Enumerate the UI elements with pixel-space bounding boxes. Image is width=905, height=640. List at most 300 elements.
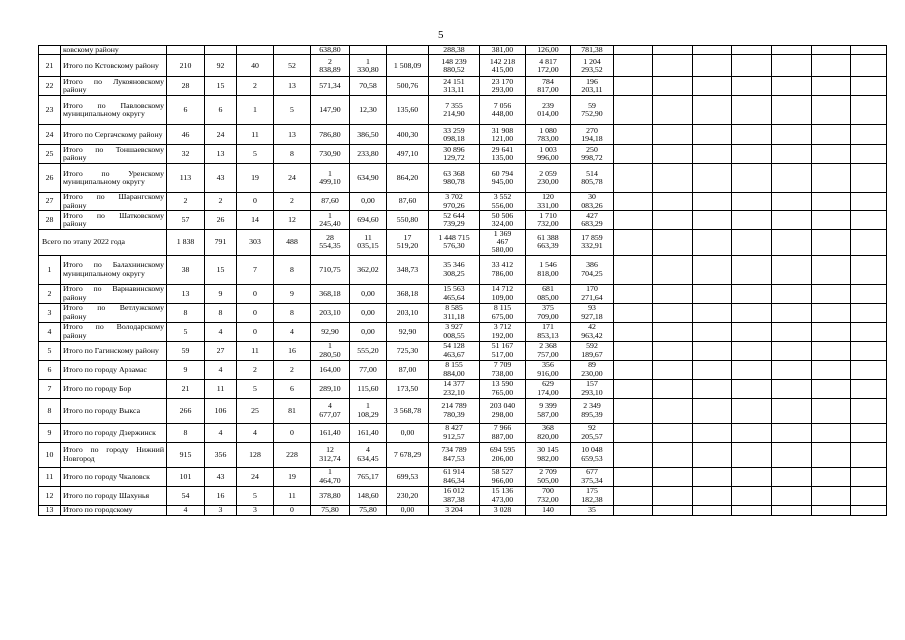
row-number: 22 [39, 77, 61, 96]
empty-cell [653, 96, 693, 125]
empty-cell [851, 229, 887, 255]
cell-value: 77,00 [350, 360, 387, 379]
empty-cell [851, 193, 887, 211]
empty-cell [732, 398, 772, 423]
empty-cell [693, 360, 732, 379]
cell-value: 15 [205, 255, 237, 284]
cell-value: 43 [205, 467, 237, 486]
empty-cell [851, 255, 887, 284]
cell-value: 0,00 [350, 303, 387, 322]
cell-value: 1 508,09 [387, 55, 429, 77]
empty-cell [732, 255, 772, 284]
cell-value: 87,60 [311, 193, 350, 211]
row-title: Итого по Ветлужскому району [61, 303, 167, 322]
empty-cell [653, 210, 693, 229]
cell-value: 24 [205, 125, 237, 145]
empty-cell [812, 125, 851, 145]
cell-value: 203,10 [387, 303, 429, 322]
cell-value: 17 519,20 [387, 229, 429, 255]
row-title: Всего по этапу 2022 года [39, 229, 167, 255]
cell-value: 555,20 [350, 341, 387, 360]
empty-cell [772, 303, 812, 322]
cell-value: 11 [237, 341, 274, 360]
row-title: Итого по Гагинскому району [61, 341, 167, 360]
empty-cell [851, 423, 887, 442]
empty-cell [772, 398, 812, 423]
cell-value: 0 [274, 423, 311, 442]
cell-value [387, 46, 429, 55]
empty-cell [693, 145, 732, 164]
cell-value: 289,10 [311, 379, 350, 398]
cell-value: 2 [205, 193, 237, 211]
empty-cell [693, 423, 732, 442]
cell-value: 303 [237, 229, 274, 255]
empty-cell [772, 210, 812, 229]
cell-value: 81 [274, 398, 311, 423]
empty-cell [812, 486, 851, 505]
empty-cell [772, 125, 812, 145]
cell-value: 210 [167, 55, 205, 77]
cell-value: 1 369 467 580,00 [480, 229, 526, 255]
empty-cell [772, 229, 812, 255]
row-title: ковскому району [61, 46, 167, 55]
cell-value: 4 [205, 360, 237, 379]
cell-value: 63 368 980,78 [429, 164, 480, 193]
empty-cell [693, 379, 732, 398]
table-row [39, 398, 887, 423]
empty-cell [653, 379, 693, 398]
empty-cell [732, 125, 772, 145]
cell-value: 8 [274, 145, 311, 164]
cell-value: 500,76 [387, 77, 429, 96]
cell-value: 13 [167, 284, 205, 303]
cell-value: 57 [167, 210, 205, 229]
cell-value: 3 712 192,00 [480, 322, 526, 341]
empty-cell [851, 442, 887, 467]
cell-value: 92 [205, 55, 237, 77]
cell-value: 239 014,00 [526, 96, 571, 125]
cell-value [350, 46, 387, 55]
cell-value: 1 245,40 [311, 210, 350, 229]
cell-value: 9 [167, 360, 205, 379]
row-title: Итого по городскому [61, 505, 167, 515]
empty-cell [614, 423, 653, 442]
row-number: 27 [39, 193, 61, 211]
cell-value: 1 080 783,00 [526, 125, 571, 145]
table-row [39, 193, 887, 211]
empty-cell [772, 467, 812, 486]
cell-value: 233,80 [350, 145, 387, 164]
empty-cell [772, 322, 812, 341]
cell-value: 8 [167, 303, 205, 322]
cell-value: 26 [205, 210, 237, 229]
row-title: Итого по Шарангскому району [61, 193, 167, 211]
empty-cell [693, 77, 732, 96]
cell-value: 864,20 [387, 164, 429, 193]
cell-value: 1 330,80 [350, 55, 387, 77]
cell-value: 135,60 [387, 96, 429, 125]
cell-value: 368,18 [311, 284, 350, 303]
empty-cell [772, 505, 812, 515]
empty-cell [732, 145, 772, 164]
cell-value: 0 [237, 193, 274, 211]
cell-value: 87,60 [387, 193, 429, 211]
cell-value: 51 167 517,00 [480, 341, 526, 360]
cell-value: 46 [167, 125, 205, 145]
cell-value: 5 [237, 486, 274, 505]
cell-value: 378,80 [311, 486, 350, 505]
cell-value: 16 [274, 341, 311, 360]
row-number: 10 [39, 442, 61, 467]
empty-cell [851, 505, 887, 515]
cell-value: 2 [274, 193, 311, 211]
empty-cell [693, 467, 732, 486]
cell-value: 4 [205, 423, 237, 442]
cell-value: 54 128 463,67 [429, 341, 480, 360]
cell-value: 362,02 [350, 255, 387, 284]
cell-value: 75,80 [350, 505, 387, 515]
cell-value: 0,00 [387, 423, 429, 442]
empty-cell [614, 341, 653, 360]
row-number: 1 [39, 255, 61, 284]
empty-cell [812, 322, 851, 341]
row-title: Итого по Павловскому муниципальному округу [61, 96, 167, 125]
cell-value: 7 [237, 255, 274, 284]
cell-value: 43 [205, 164, 237, 193]
cell-value: 2 368 757,00 [526, 341, 571, 360]
empty-cell [653, 77, 693, 96]
cell-value: 638,80 [311, 46, 350, 55]
cell-value: 694,60 [350, 210, 387, 229]
table-row [39, 505, 887, 515]
cell-value: 386 704,25 [571, 255, 614, 284]
cell-value: 12 312,74 [311, 442, 350, 467]
cell-value: 7 355 214,90 [429, 96, 480, 125]
table-row [39, 341, 887, 360]
empty-cell [693, 125, 732, 145]
cell-value: 13 590 765,00 [480, 379, 526, 398]
cell-value: 9 399 587,00 [526, 398, 571, 423]
cell-value: 14 712 109,00 [480, 284, 526, 303]
cell-value: 14 377 232,10 [429, 379, 480, 398]
cell-value: 488 [274, 229, 311, 255]
cell-value: 0,00 [387, 505, 429, 515]
empty-cell [732, 77, 772, 96]
cell-value: 3 [237, 505, 274, 515]
cell-value: 4 [167, 505, 205, 515]
cell-value: 24 151 313,11 [429, 77, 480, 96]
cell-value: 11 [237, 125, 274, 145]
cell-value: 89 230,00 [571, 360, 614, 379]
cell-value: 50 506 324,00 [480, 210, 526, 229]
row-number: 28 [39, 210, 61, 229]
cell-value: 128 [237, 442, 274, 467]
empty-cell [732, 379, 772, 398]
cell-value: 15 563 465,64 [429, 284, 480, 303]
empty-cell [851, 360, 887, 379]
empty-cell [653, 341, 693, 360]
cell-value: 3 [205, 505, 237, 515]
cell-value: 2 [237, 360, 274, 379]
empty-cell [653, 505, 693, 515]
empty-cell [851, 303, 887, 322]
cell-value: 791 [205, 229, 237, 255]
cell-value: 60 794 945,00 [480, 164, 526, 193]
cell-value: 6 [205, 96, 237, 125]
table-row [39, 303, 887, 322]
empty-cell [772, 55, 812, 77]
row-number [39, 46, 61, 55]
cell-value: 32 [167, 145, 205, 164]
empty-cell [732, 505, 772, 515]
empty-cell [614, 77, 653, 96]
cell-value: 148 239 880,52 [429, 55, 480, 77]
empty-cell [653, 303, 693, 322]
empty-cell [732, 303, 772, 322]
empty-cell [732, 360, 772, 379]
empty-cell [772, 379, 812, 398]
empty-cell [693, 46, 732, 55]
row-number: 3 [39, 303, 61, 322]
cell-value: 28 554,35 [311, 229, 350, 255]
row-title: Итого по Шатковскому району [61, 210, 167, 229]
cell-value: 10 048 659,53 [571, 442, 614, 467]
cell-value: 1 204 293,52 [571, 55, 614, 77]
cell-value: 7 966 887,00 [480, 423, 526, 442]
empty-cell [732, 193, 772, 211]
cell-value: 8 427 912,57 [429, 423, 480, 442]
table-row [39, 442, 887, 467]
table-row [39, 360, 887, 379]
empty-cell [812, 360, 851, 379]
cell-value: 21 [167, 379, 205, 398]
cell-value: 0,00 [350, 284, 387, 303]
row-number: 25 [39, 145, 61, 164]
empty-cell [812, 398, 851, 423]
cell-value: 113 [167, 164, 205, 193]
cell-value: 5 [237, 379, 274, 398]
table-row [39, 96, 887, 125]
cell-value: 87,00 [387, 360, 429, 379]
table-row [39, 210, 887, 229]
cell-value: 514 805,78 [571, 164, 614, 193]
empty-cell [614, 96, 653, 125]
cell-value: 175 182,38 [571, 486, 614, 505]
cell-value: 12 [274, 210, 311, 229]
cell-value: 115,60 [350, 379, 387, 398]
empty-cell [812, 193, 851, 211]
empty-cell [851, 77, 887, 96]
cell-value: 270 194,18 [571, 125, 614, 145]
cell-value: 164,00 [311, 360, 350, 379]
empty-cell [851, 55, 887, 77]
row-number: 8 [39, 398, 61, 423]
cell-value: 25 [237, 398, 274, 423]
cell-value: 2 [237, 77, 274, 96]
cell-value: 93 927,18 [571, 303, 614, 322]
empty-cell [812, 55, 851, 77]
cell-value: 19 [274, 467, 311, 486]
cell-value: 15 136 473,00 [480, 486, 526, 505]
empty-cell [614, 193, 653, 211]
cell-value: 170 271,64 [571, 284, 614, 303]
cell-value: 915 [167, 442, 205, 467]
cell-value: 1 [237, 96, 274, 125]
empty-cell [812, 210, 851, 229]
cell-value: 1 464,70 [311, 467, 350, 486]
cell-value: 4 [274, 322, 311, 341]
cell-value: 3 702 970,26 [429, 193, 480, 211]
cell-value: 126,00 [526, 46, 571, 55]
empty-cell [614, 229, 653, 255]
cell-value: 677 375,34 [571, 467, 614, 486]
empty-cell [772, 360, 812, 379]
empty-cell [693, 210, 732, 229]
cell-value: 634,90 [350, 164, 387, 193]
row-title: Итого по Варнавинскому району [61, 284, 167, 303]
cell-value: 70,58 [350, 77, 387, 96]
cell-value: 8 585 311,18 [429, 303, 480, 322]
cell-value: 0,00 [350, 322, 387, 341]
empty-cell [732, 284, 772, 303]
cell-value: 1 710 732,00 [526, 210, 571, 229]
cell-value: 27 [205, 341, 237, 360]
empty-cell [772, 145, 812, 164]
cell-value: 5 [237, 145, 274, 164]
empty-cell [614, 164, 653, 193]
row-number: 4 [39, 322, 61, 341]
table-row [39, 46, 887, 55]
cell-value: 13 [274, 77, 311, 96]
empty-cell [653, 284, 693, 303]
cell-value: 11 035,15 [350, 229, 387, 255]
empty-cell [812, 77, 851, 96]
cell-value: 92,90 [387, 322, 429, 341]
empty-cell [772, 486, 812, 505]
empty-cell [851, 398, 887, 423]
cell-value: 30 083,26 [571, 193, 614, 211]
cell-value: 8 155 884,00 [429, 360, 480, 379]
cell-value: 8 115 675,00 [480, 303, 526, 322]
cell-value: 228 [274, 442, 311, 467]
cell-value: 8 [274, 255, 311, 284]
row-number: 13 [39, 505, 61, 515]
cell-value: 15 [205, 77, 237, 96]
empty-cell [812, 229, 851, 255]
table-row [39, 77, 887, 96]
row-title: Итого по городу Чкаловск [61, 467, 167, 486]
cell-value: 52 644 739,29 [429, 210, 480, 229]
empty-cell [812, 46, 851, 55]
empty-cell [614, 284, 653, 303]
cell-value: 12,30 [350, 96, 387, 125]
row-title: Итого по городу Дзержинск [61, 423, 167, 442]
cell-value: 710,75 [311, 255, 350, 284]
cell-value: 6 [274, 379, 311, 398]
empty-cell [851, 486, 887, 505]
empty-cell [614, 442, 653, 467]
empty-cell [693, 164, 732, 193]
row-number: 5 [39, 341, 61, 360]
empty-cell [851, 145, 887, 164]
cell-value: 11 [205, 379, 237, 398]
empty-cell [732, 486, 772, 505]
cell-value: 59 752,90 [571, 96, 614, 125]
row-number: 23 [39, 96, 61, 125]
empty-cell [614, 398, 653, 423]
table-row [39, 255, 887, 284]
empty-cell [772, 255, 812, 284]
empty-cell [614, 145, 653, 164]
cell-value: 786,80 [311, 125, 350, 145]
empty-cell [812, 442, 851, 467]
cell-value: 33 412 786,00 [480, 255, 526, 284]
table-row [39, 423, 887, 442]
cell-value: 629 174,00 [526, 379, 571, 398]
cell-value: 2 059 230,00 [526, 164, 571, 193]
cell-value: 694 595 206,00 [480, 442, 526, 467]
cell-value: 386,50 [350, 125, 387, 145]
cell-value: 61 914 846,34 [429, 467, 480, 486]
cell-value: 730,90 [311, 145, 350, 164]
cell-value: 356 [205, 442, 237, 467]
cell-value: 5 [167, 322, 205, 341]
empty-cell [693, 229, 732, 255]
empty-cell [732, 467, 772, 486]
cell-value: 1 003 996,00 [526, 145, 571, 164]
empty-cell [851, 164, 887, 193]
row-title: Итого по Кстовскому району [61, 55, 167, 77]
cell-value: 3 552 556,00 [480, 193, 526, 211]
cell-value: 29 641 135,00 [480, 145, 526, 164]
cell-value: 16 [205, 486, 237, 505]
row-title: Итого по городу Нижний Новгород [61, 442, 167, 467]
empty-cell [653, 255, 693, 284]
cell-value: 14 [237, 210, 274, 229]
row-title: Итого по Балахнинскому муниципальному округу [61, 255, 167, 284]
cell-value: 2 838,89 [311, 55, 350, 77]
empty-cell [693, 442, 732, 467]
empty-cell [772, 193, 812, 211]
empty-cell [732, 341, 772, 360]
cell-value: 147,90 [311, 96, 350, 125]
cell-value: 700 732,00 [526, 486, 571, 505]
row-title: Итого по городу Выкса [61, 398, 167, 423]
cell-value: 42 963,42 [571, 322, 614, 341]
cell-value: 230,20 [387, 486, 429, 505]
empty-cell [812, 467, 851, 486]
row-title: Итого по городу Арзамас [61, 360, 167, 379]
empty-cell [732, 46, 772, 55]
cell-value: 19 [237, 164, 274, 193]
empty-cell [693, 284, 732, 303]
cell-value: 9 [205, 284, 237, 303]
cell-value: 148,60 [350, 486, 387, 505]
row-title: Итого по городу Бор [61, 379, 167, 398]
empty-cell [653, 229, 693, 255]
cell-value: 288,38 [429, 46, 480, 55]
cell-value: 8 [274, 303, 311, 322]
cell-value: 17 859 332,91 [571, 229, 614, 255]
cell-value: 1 108,29 [350, 398, 387, 423]
cell-value: 40 [237, 55, 274, 77]
empty-cell [772, 423, 812, 442]
empty-cell [653, 322, 693, 341]
empty-cell [772, 442, 812, 467]
cell-value: 2 349 895,39 [571, 398, 614, 423]
empty-cell [732, 96, 772, 125]
cell-value: 2 [167, 193, 205, 211]
